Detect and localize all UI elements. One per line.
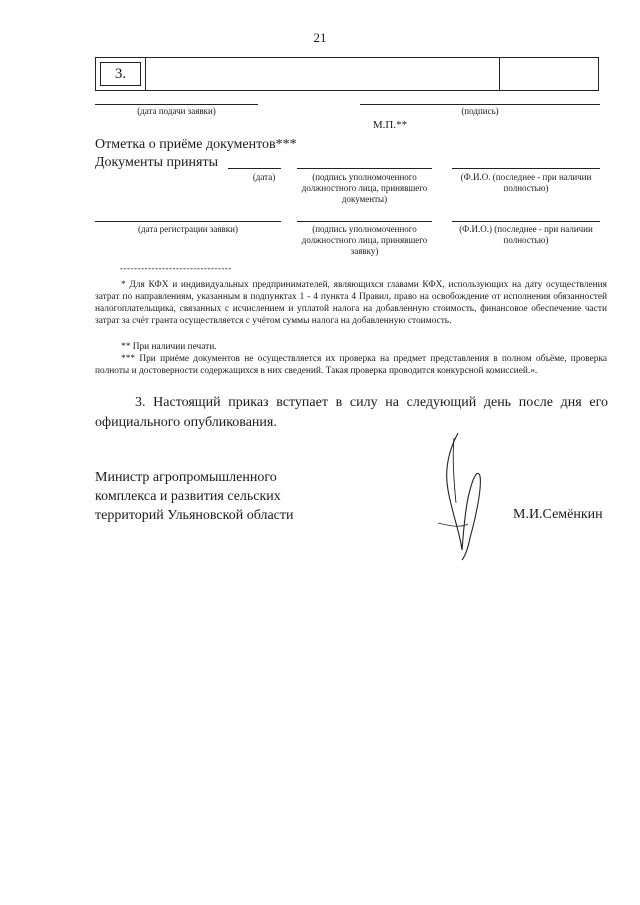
minister-name: М.И.Семёнкин [513,507,603,522]
page-number: 21 [313,30,327,45]
signature-caption: (подпись) [461,106,499,116]
row-number-cell [96,58,146,90]
minister-title-line: комплекса и развития сельских [95,489,281,504]
footnote-separator: -------------------------------- [120,263,232,273]
footnote-3: *** При приёме документов не осуществляется их проверка на предмет представления в полном объёме, проверка полноты и достоверности содержащихся в них сведений. Такая проверка проводится конкурсной комиссией.». [95,354,607,376]
documents-accepted-label: Документы приняты [95,155,218,170]
clause-3: 3. Настоящий приказ вступает в силу на следующий день после дня его официального опубликования. [95,395,608,430]
row-number: 3. [100,62,141,86]
fio-caption: (Ф.И.О. (последнее - при наличии полностью) [460,172,592,193]
minister-title-line: Министр агропромышленного [95,470,277,485]
date-submitted-caption: (дата подачи заявки) [137,106,216,116]
fio-line [452,221,600,222]
table-cell-empty [146,58,500,90]
fio-line [452,168,600,169]
minister-title [95,468,294,525]
date-caption: (дата) [252,172,276,182]
registration-date-caption: (дата регистрации заявки) [138,224,238,234]
official-signature-line [297,221,432,222]
receipt-heading: Отметка о приёме документов*** [95,137,297,152]
table-cell-empty [500,58,598,90]
official-signature-docs-caption: (подпись уполномоченного должностного лица, принявшего документы) [301,172,428,204]
signature-line [360,104,600,105]
registration-date-line [95,221,281,222]
fio-caption: (Ф.И.О.) (последнее - при наличии полностью) [459,224,593,245]
application-table-row [95,57,599,91]
official-signature-line [297,168,432,169]
stamp-place-mark: М.П.** [372,119,408,131]
official-signature-app-caption: (подпись уполномоченного должностного лица, принявшего заявку) [301,224,428,256]
footnote-1: * Для КФХ и индивидуальных предпринимателей, являющихся главами КФХ, использующих на дату осуществления затрат по направлениям, указанным в подпунктах 1 - 4 пункта 4 Правил, право на освобождение от исполнения обязанностей налогоплательщика, связанных с исчислением и уплатой налога на добавленную стоимость, финансовое обеспечение части затрат за счёт гранта осуществляется с учётом суммы налога на добавленную стоимость. [95,280,607,326]
handwritten-signature [430,428,510,563]
date-submitted-line [95,104,258,105]
footnote-2: ** При наличии печати. [121,342,217,352]
accepted-date-line [228,168,281,169]
minister-title-line: территорий Ульяновской области [95,508,294,523]
